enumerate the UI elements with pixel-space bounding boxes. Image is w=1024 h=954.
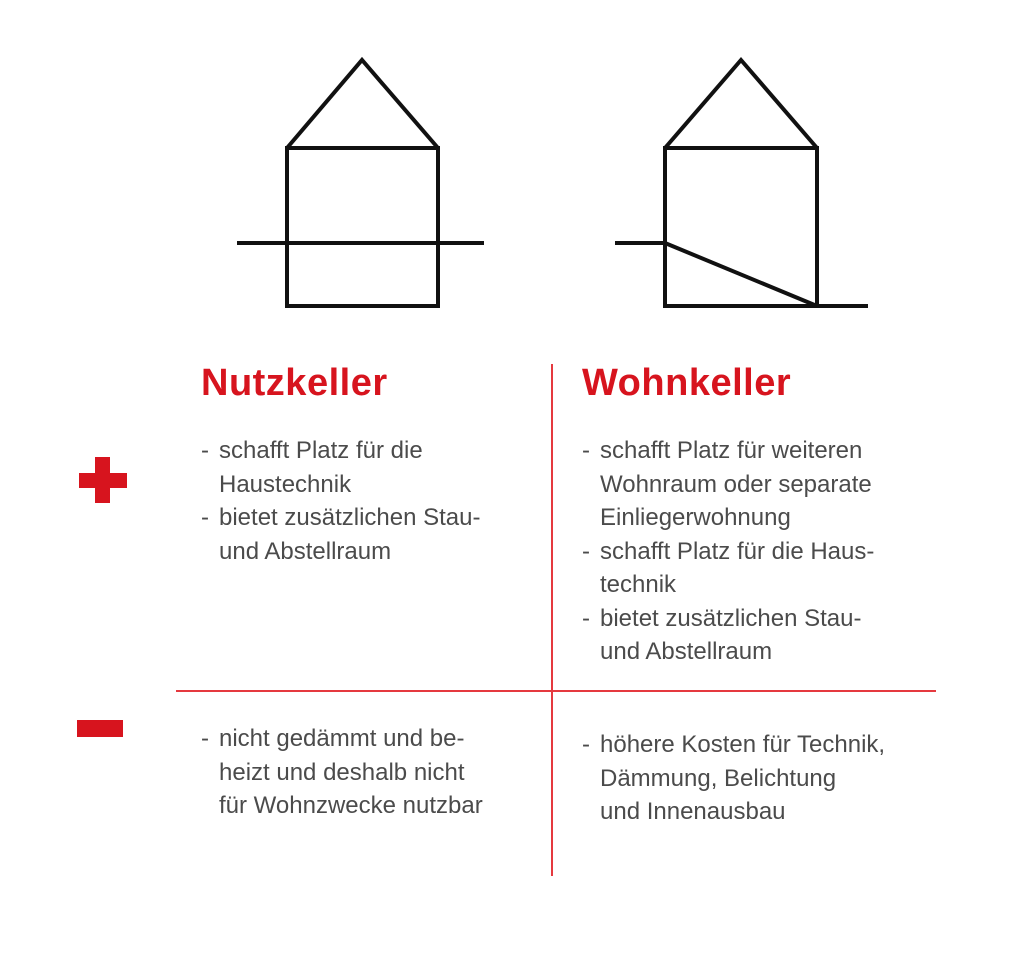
nutzkeller-heading: Nutzkeller [201, 362, 388, 404]
horizontal-divider [176, 690, 936, 692]
list-item-line: Dämmung, Belichtung [600, 764, 837, 792]
list-item-line: und Innenausbau [600, 798, 786, 825]
list-item-line: technik [600, 571, 677, 598]
wohnkeller-pros-list [582, 434, 927, 669]
list-item-line: heizt und deshalb nicht [219, 758, 465, 786]
nutzkeller-pros-list [201, 434, 531, 568]
list-item-line: für Wohnzwecke nutzbar [219, 792, 483, 819]
list-item [582, 535, 927, 602]
list-item-line: - schafft Platz für die Haus- [600, 537, 875, 565]
list-item-line: - nicht gedämmt und be- [219, 725, 465, 752]
wohnkeller-cons-list [582, 728, 927, 829]
vertical-divider [551, 364, 553, 876]
list-item-line: - bietet zusätzlichen Stau- [600, 604, 862, 632]
list-item [582, 602, 927, 669]
list-item-line: - schafft Platz für weiteren [600, 437, 863, 464]
list-item-line: - schafft Platz für die [219, 437, 423, 464]
list-item-line: - bietet zusätzlichen Stau- [219, 504, 481, 531]
list-item [582, 728, 927, 829]
list-item-line: und Abstellraum [600, 638, 773, 665]
list-item [201, 501, 531, 568]
list-item-line: Wohnraum oder separate [600, 470, 872, 498]
list-item [201, 434, 531, 501]
wohnkeller-house-icon [615, 60, 868, 306]
nutzkeller-cons-list [201, 722, 531, 823]
list-item [201, 722, 531, 823]
nutzkeller-house-icon [237, 60, 484, 306]
list-item [582, 434, 927, 535]
wohnkeller-heading: Wohnkeller [582, 362, 792, 404]
list-item-line: Einliegerwohnung [600, 504, 791, 531]
plus-icon-horizontal-bar [79, 473, 127, 488]
list-item-line: und Abstellraum [219, 537, 392, 565]
list-item-line: - höhere Kosten für Technik, [600, 731, 886, 758]
minus-icon [77, 720, 123, 737]
list-item-line: Haustechnik [219, 470, 352, 498]
